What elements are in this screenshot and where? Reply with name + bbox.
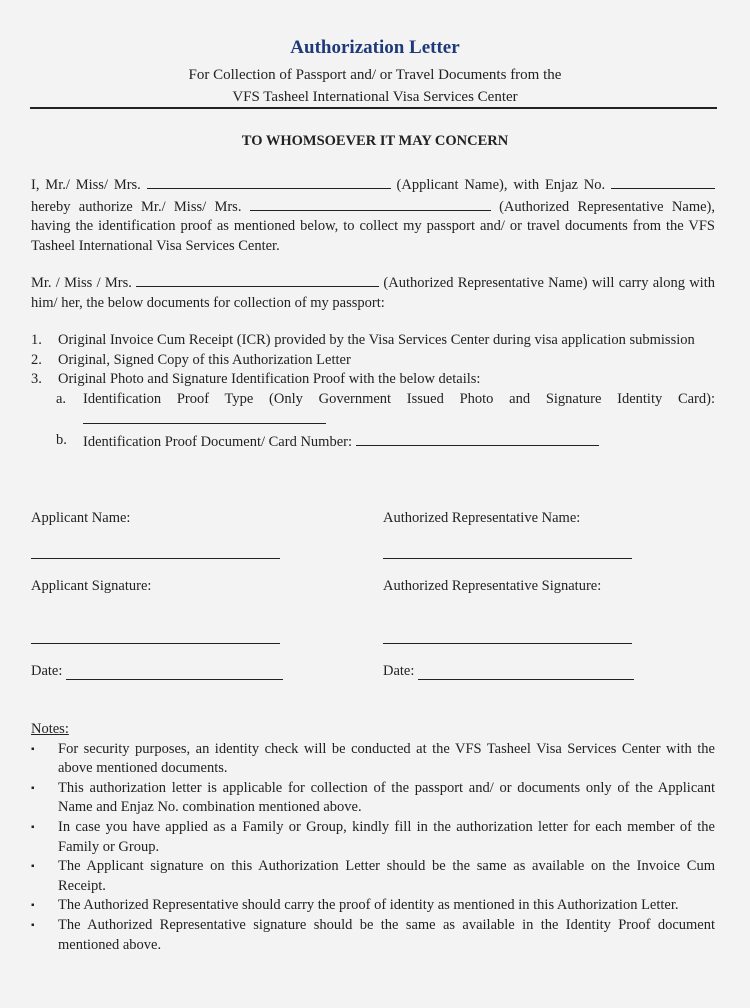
note-text: This authorization letter is applicable for collection of the passport and/ or documents only of the Applicant Name and Enjaz No. combination mentioned above.: [58, 779, 715, 816]
note-item: [31, 916, 715, 955]
document-title: Authorization Letter: [290, 37, 460, 58]
subtitle-line-1: For Collection of Passport and/ or Travel Documents from the: [188, 67, 562, 83]
bullet-icon: ▪: [31, 919, 35, 931]
applicant-signature-label: Applicant Signature:: [31, 578, 152, 594]
document-subtitle: [0, 64, 750, 108]
list-number: 3.: [31, 371, 42, 388]
bullet-icon: ▪: [31, 861, 35, 873]
list-item: [31, 331, 715, 351]
sub-list-item-text: Identification Proof Document/ Card Number:: [83, 433, 352, 450]
bullet-icon: ▪: [31, 743, 35, 755]
id-proof-type-blank[interactable]: [83, 409, 326, 424]
sub-list-letter: b.: [56, 431, 67, 448]
documents-list: [31, 331, 715, 453]
note-item: [31, 779, 715, 818]
list-item-text: Original Photo and Signature Identification Proof with the below details:: [58, 371, 481, 388]
id-card-number-blank[interactable]: [356, 431, 599, 446]
applicant-date-line[interactable]: [66, 679, 283, 680]
para1-text-d: (Authorized Representative Name),: [499, 198, 715, 215]
rep-signature-line[interactable]: [383, 643, 632, 644]
note-text: The Authorized Representative signature should be the same as available in the Identity Proof document mentioned above.: [58, 916, 715, 953]
rep-date-line[interactable]: [418, 679, 634, 680]
note-item: [31, 896, 715, 916]
notes-title: Notes:: [31, 721, 69, 737]
enjaz-number-blank[interactable]: [611, 174, 715, 189]
rep-name-label: Authorized Representative Name:: [383, 510, 581, 526]
authorization-paragraph: [31, 174, 715, 256]
applicant-signature-line[interactable]: [31, 643, 280, 644]
date-label-left: Date:: [31, 663, 63, 679]
subtitle-line-2: VFS Tasheel International Visa Services Center: [232, 89, 518, 105]
representative-name-blank-2[interactable]: [136, 272, 379, 287]
applicant-name-label: Applicant Name:: [31, 510, 131, 526]
para1-text-a: I, Mr./ Miss/ Mrs.: [31, 177, 141, 193]
header-divider: [30, 107, 717, 109]
bullet-icon: ▪: [31, 821, 35, 833]
note-text: In case you have applied as a Family or Group, kindly fill in the authorization letter for each member of the Family or Group.: [58, 818, 715, 855]
note-item: [31, 818, 715, 857]
salutation-heading: TO WHOMSOEVER IT MAY CONCERN: [241, 133, 509, 149]
para1-text-b: (Applicant Name), with Enjaz No.: [396, 177, 606, 193]
note-text: The Authorized Representative should carry the proof of identity as mentioned in this Authorization Letter.: [58, 897, 679, 914]
sub-list-letter: a.: [56, 390, 67, 407]
para1-text-c: hereby authorize Mr./ Miss/ Mrs.: [31, 198, 242, 215]
bullet-icon: ▪: [31, 782, 35, 794]
para2-text-a: Mr. / Miss / Mrs.: [31, 275, 132, 291]
list-number: 1.: [31, 332, 42, 348]
representative-name-blank[interactable]: [250, 196, 491, 211]
bullet-icon: ▪: [31, 900, 35, 912]
rep-name-line[interactable]: [383, 558, 632, 559]
para2-text-b: (Authorized Representative Name) will carry along with him/ her, the below documents for collection of my passport:: [31, 275, 715, 311]
list-item: [31, 370, 715, 390]
rep-signature-label: Authorized Representative Signature:: [383, 578, 602, 594]
applicant-name-blank[interactable]: [147, 174, 391, 189]
list-item-text: Original, Signed Copy of this Authorization Letter: [58, 351, 351, 368]
notes-section: [31, 720, 715, 955]
para1-text-e: having the identification proof as mentioned below, to collect my passport and/ or travel documents from the VFS Tasheel International Visa Services Center.: [31, 218, 715, 254]
note-text: The Applicant signature on this Authorization Letter should be the same as available on the Invoice Cum Receipt.: [58, 858, 715, 894]
sub-list-item: [31, 390, 715, 431]
list-number: 2.: [31, 351, 42, 368]
representative-paragraph: [31, 272, 715, 313]
applicant-name-line[interactable]: [31, 558, 280, 559]
list-item: [31, 351, 715, 371]
date-label-right: Date:: [383, 663, 415, 679]
note-text: For security purposes, an identity check will be conducted at the VFS Tasheel Visa Services Center with the above mentioned documents.: [58, 740, 715, 777]
list-item-text: Original Invoice Cum Receipt (ICR) provided by the Visa Services Center during visa application submission: [58, 332, 695, 348]
note-item: [31, 857, 715, 896]
note-item: [31, 740, 715, 779]
sub-list-item-text: Identification Proof Type (Only Government Issued Photo and Signature Identity Card):: [83, 390, 715, 407]
sub-list-item: [31, 431, 715, 453]
